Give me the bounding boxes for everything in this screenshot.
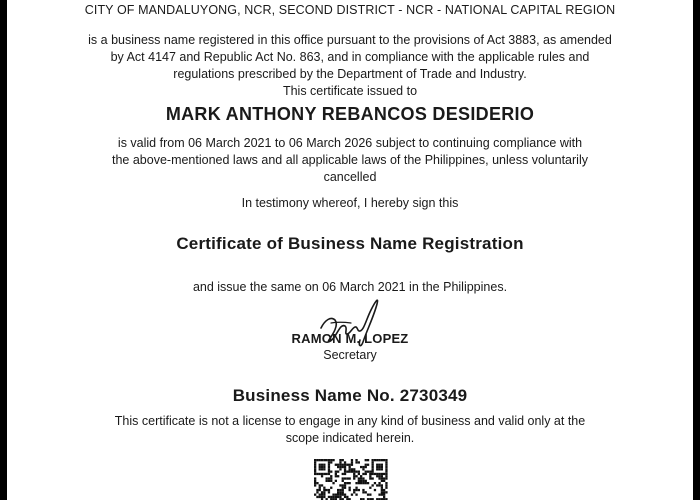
signatory-title: Secretary xyxy=(323,348,377,362)
intro-line: is a business name registered in this office pursuant to the provisions of Act 3883, as amended xyxy=(88,33,612,47)
signature-icon xyxy=(311,290,391,350)
certificate-title: Certificate of Business Name Registration xyxy=(176,234,524,253)
testimony-line: In testimony whereof, I hereby sign this xyxy=(241,196,459,210)
intro-paragraph xyxy=(0,32,700,100)
disclaimer-paragraph xyxy=(0,413,700,447)
validity-line: cancelled xyxy=(323,170,377,184)
validity-line: the above-mentioned laws and all applicable laws of the Philippines, unless voluntarily xyxy=(112,153,588,167)
owner-name: MARK ANTHONY REBANCOS DESIDERIO xyxy=(165,104,535,124)
issue-line: and issue the same on 06 March 2021 in the Philippines. xyxy=(192,280,508,294)
intro-line: This certificate issued to xyxy=(282,84,418,98)
region-line: CITY OF MANDALUYONG, NCR, SECOND DISTRICT - NCR - NATIONAL CAPITAL REGION xyxy=(84,3,616,17)
validity-line: is valid from 06 March 2021 to 06 March 2026 subject to continuing compliance with xyxy=(117,136,583,150)
intro-line: regulations prescribed by the Department of Trade and Industry. xyxy=(173,67,527,81)
qr-code-icon xyxy=(314,459,388,500)
signatory-name: RAMON M. LOPEZ xyxy=(291,331,409,346)
intro-line: by Act 4147 and Republic Act No. 863, and in compliance with the applicable rules and xyxy=(110,50,590,64)
validity-paragraph xyxy=(0,135,700,186)
disclaimer-line: This certificate is not a license to engage in any kind of business and valid only at the xyxy=(114,414,586,428)
business-name-number: Business Name No. 2730349 xyxy=(232,386,468,405)
disclaimer-line: scope indicated herein. xyxy=(285,431,415,445)
